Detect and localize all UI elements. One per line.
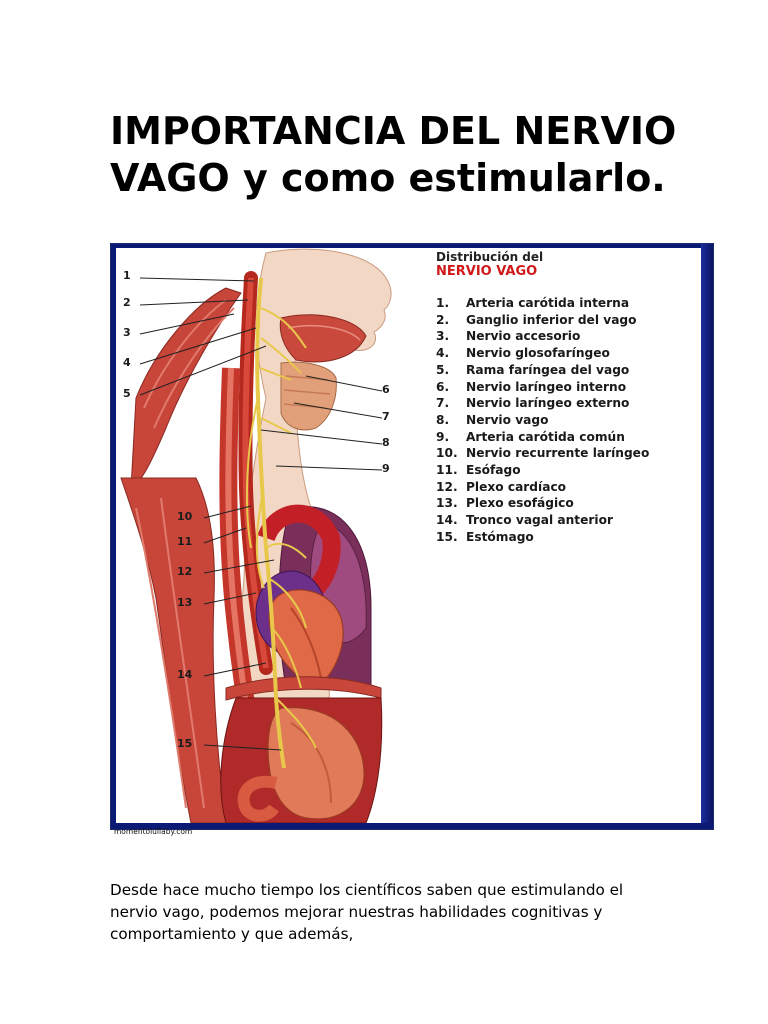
legend-item-label: Nervio glosofaríngeo xyxy=(466,346,610,361)
page-title: IMPORTANCIA DEL NERVIO VAGO y como estimularlo. xyxy=(110,109,677,200)
legend-item xyxy=(436,362,706,379)
legend-item xyxy=(436,379,706,396)
callout-number: 3 xyxy=(123,326,131,339)
legend-item xyxy=(436,462,706,479)
legend-item-label: Arteria carótida interna xyxy=(466,296,630,310)
legend-item-number: 12. xyxy=(436,479,458,494)
callout-number: 11 xyxy=(177,535,193,548)
legend-item xyxy=(436,412,706,429)
legend-item-number: 11. xyxy=(436,463,458,478)
legend-item-label: Arteria carótida común xyxy=(466,429,625,444)
legend-item-label: Nervio laríngeo interno xyxy=(466,379,627,394)
legend-item-label: Nervio laríngeo externo xyxy=(466,396,630,411)
legend-item xyxy=(436,312,706,329)
legend-item xyxy=(436,512,706,529)
callout-number: 12 xyxy=(177,565,193,578)
legend-item-label: Nervio accesorio xyxy=(466,329,581,344)
callout-number: 10 xyxy=(177,510,193,523)
legend-item-number: 7. xyxy=(436,396,450,411)
legend-item-number: 1. xyxy=(436,296,450,310)
legend-item xyxy=(436,395,706,412)
legend-item-number: 3. xyxy=(436,329,450,344)
legend-item xyxy=(436,429,706,446)
legend-item-label: Nervio recurrente laríngeo xyxy=(466,446,650,461)
callout-number: 7 xyxy=(382,410,390,423)
legend-item-number: 5. xyxy=(436,362,450,377)
legend-item xyxy=(436,529,706,546)
legend-item-label: Estómago xyxy=(466,529,534,544)
legend-item-number: 2. xyxy=(436,312,450,327)
legend-item-number: 14. xyxy=(436,513,458,528)
callout-number: 2 xyxy=(123,296,131,309)
figure-frame xyxy=(111,823,713,829)
legend-item xyxy=(436,479,706,496)
legend-item-number: 9. xyxy=(436,429,450,444)
callout-number: 9 xyxy=(382,462,390,475)
legend-item-label: Tronco vagal anterior xyxy=(466,513,613,528)
legend-item-number: 6. xyxy=(436,379,450,394)
legend-heading: Distribución del xyxy=(436,250,544,264)
legend-list xyxy=(436,295,706,546)
body-paragraph: Desde hace mucho tiempo los científicos saben que estimulando el nervio vago, podemos mejorar nuestras habilidades cognitivas y comportamiento y que además, xyxy=(110,881,624,944)
callout-number: 4 xyxy=(123,356,131,369)
callout-number: 13 xyxy=(177,596,193,609)
legend-item-label: Esófago xyxy=(466,463,521,478)
callout-number: 6 xyxy=(382,383,390,396)
legend-item-label: Plexo cardíaco xyxy=(466,479,567,494)
callout-number: 5 xyxy=(123,387,131,400)
callout-number: 15 xyxy=(177,737,193,750)
legend-item-label: Plexo esofágico xyxy=(466,496,574,511)
callout-number: 1 xyxy=(123,269,131,282)
legend-item-number: 8. xyxy=(436,412,450,427)
legend-item xyxy=(436,495,706,512)
legend-item-number: 15. xyxy=(436,529,458,544)
legend-item xyxy=(436,345,706,362)
legend-item-number: 10. xyxy=(436,446,458,461)
callout-number: 8 xyxy=(382,436,390,449)
image-credit: momentolullaby.com xyxy=(114,827,193,836)
legend-item xyxy=(436,328,706,345)
legend-item-label: Ganglio inferior del vago xyxy=(466,312,637,327)
legend-item xyxy=(436,445,706,462)
callout-number: 14 xyxy=(177,668,193,681)
legend-item-number: 4. xyxy=(436,346,450,361)
legend-item xyxy=(436,295,706,312)
vagus-nerve-figure xyxy=(110,243,714,830)
legend-item-label: Nervio vago xyxy=(466,412,549,427)
legend-item-number: 13. xyxy=(436,496,458,511)
legend-title: NERVIO VAGO xyxy=(436,264,538,279)
legend-item-label: Rama faríngea del vago xyxy=(466,362,630,377)
figure-legend xyxy=(436,250,706,546)
